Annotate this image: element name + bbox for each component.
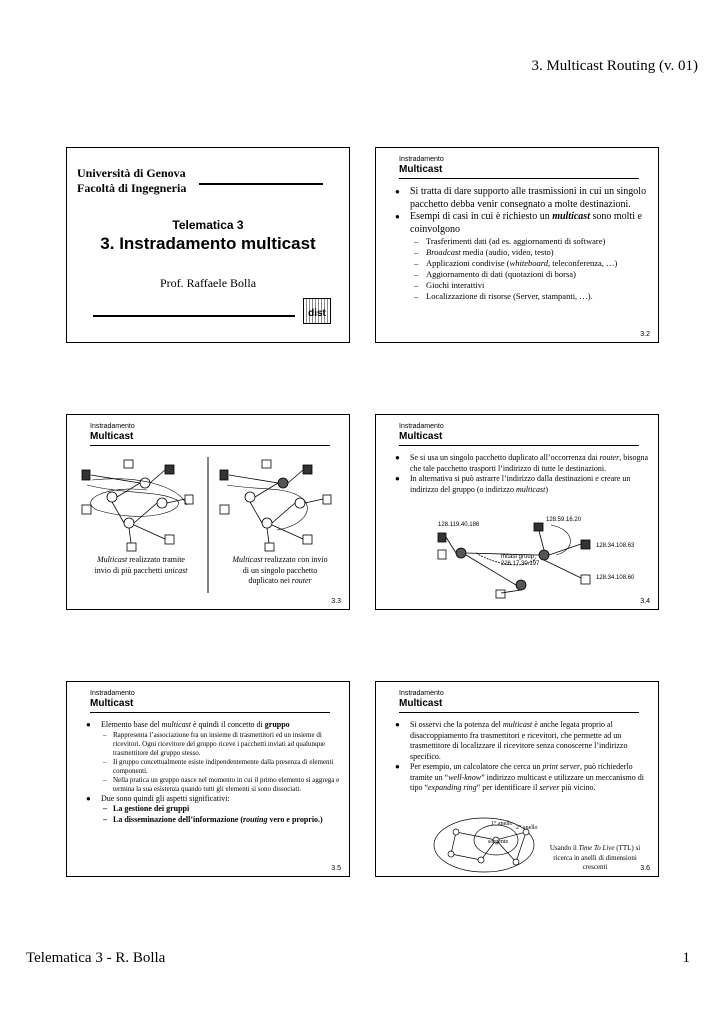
- caption-unicast: Multicast realizzato tramite invio di più pacchetti unicast: [94, 555, 188, 575]
- list-item: – Giochi interattivi: [394, 280, 652, 291]
- group-address: 226.17.30.197: [501, 561, 540, 567]
- slide-section: Instradamento: [90, 690, 135, 697]
- divider: [199, 183, 323, 185]
- slide-3-5: [66, 681, 350, 877]
- slide-heading: Multicast: [399, 164, 443, 175]
- university: Università di Genova: [77, 166, 186, 180]
- ip-label: 128.119.40.186: [438, 522, 480, 528]
- list-item: – Broadcast media (audio, video, testo): [394, 247, 652, 258]
- bullet-list: [85, 720, 343, 825]
- page-number: 1: [682, 950, 690, 966]
- bullet-list: [394, 186, 652, 302]
- list-item: – La disseminazione dell’informazione (routing vero e proprio.): [85, 815, 343, 826]
- ring-caption: Usando il Time To Live (TTL) si ricerca in anelli di dimensioni crescenti: [549, 844, 641, 871]
- footer-course: Telematica 3 - R. Bolla: [26, 950, 166, 966]
- list-item: ● In alternativa si può astrarre l’indirizzo dalla destinazioni e creare un indirizzo del gruppo (o indirizzo multicast): [394, 474, 652, 495]
- slide-number: 3.2: [640, 331, 650, 338]
- list-item: – Aggiornamento di dati (quotazioni di borsa): [394, 269, 652, 280]
- list-item: – Trasferimenti dati (ad es. aggiornamenti di software): [394, 236, 652, 247]
- caption-multicast: Multicast realizzato con invio di un singolo pacchetto duplicato nei router: [232, 555, 328, 585]
- slide-3-6: [375, 681, 659, 877]
- group-label: mcast group: [501, 554, 535, 560]
- affiliation: [77, 166, 186, 196]
- slide-heading: Multicast: [399, 431, 443, 442]
- ip-label: 128.34.108.60: [596, 575, 635, 581]
- slide-section: Instradamento: [399, 423, 444, 430]
- ip-label: 128.34.108.63: [596, 543, 635, 549]
- heading-rule: [90, 712, 330, 713]
- divider: [93, 315, 295, 317]
- faculty: Facoltà di Ingegneria: [77, 181, 187, 195]
- slide-section: Instradamento: [399, 156, 444, 163]
- slide-3-3: [66, 414, 350, 610]
- list-item: ● Due sono quindi gli aspetti significativi:: [85, 794, 343, 805]
- course-name: Telematica 3: [172, 218, 244, 232]
- slide-3-4: [375, 414, 659, 610]
- list-item: – Localizzazione di risorse (Server, stampanti, …).: [394, 291, 652, 302]
- heading-rule: [399, 178, 639, 179]
- slide-heading: Multicast: [90, 431, 134, 442]
- list-item: – Applicazioni condivise (whiteboard, teleconferenza, …): [394, 258, 652, 269]
- slide-number: 3.6: [640, 865, 650, 872]
- multicast-network: [220, 460, 331, 551]
- list-item: – Il gruppo concettualmente esiste indipendentemente dalla presenza di elementi componenti.: [85, 758, 343, 776]
- source-label: sorgente: [488, 839, 509, 845]
- slide-number: 3.5: [331, 865, 341, 872]
- slide-title: [66, 147, 350, 343]
- list-item: – Nella pratica un gruppo nasce nel momento in cui il primo elemento si aggrega e termina la sua esistenza quando tutti gli elementi si sono dissociati.: [85, 776, 343, 794]
- slide-number: 3.4: [640, 598, 650, 605]
- list-item: ● Si osservi che la potenza del multicast è anche legata proprio al disaccoppiamento fra trasmettitori e ricevitori, che permette ad un trasmettitore di localizzare il ricevitore senza conoscerne l’indirizzo specifico.: [394, 720, 652, 762]
- list-item: ● Elemento base del multicast è quindi il concetto di gruppo: [85, 720, 343, 731]
- slide-heading: Multicast: [90, 698, 134, 709]
- list-item: ● Si tratta di dare supporto alle trasmissioni in cui un singolo pacchetto debba venir consegnato a molte destinazioni.: [394, 186, 652, 211]
- list-item: ● Per esempio, un calcolatore che cerca un print server, può richiederlo tramite un “well-know” indirizzo multicast e utilizzare un meccanismo di tipo “expanding ring” per identificare il server più vicino.: [394, 762, 652, 794]
- slide-section: Instradamento: [399, 690, 444, 697]
- list-item: ● Esempi di casi in cui è richiesto un multicast sono molti e coinvolgono: [394, 211, 652, 236]
- slide-heading: Multicast: [399, 698, 443, 709]
- presentation-title: 3. Instradamento multicast: [100, 234, 316, 253]
- ring-label: 1° anello: [491, 821, 513, 827]
- slide-number: 3.3: [331, 598, 341, 605]
- list-item: ● Se si usa un singolo pacchetto duplicato all’occorrenza dai router, bisogna che tale pacchetto trasporti l’indirizzo di tutte le destinazioni.: [394, 453, 652, 474]
- list-item: – Rappresenta l’associazione fra un insieme di trasmettitori ed un insieme di ricevitori. Ogni ricevitore del gruppo riceve i pacchetti inviati ad qualunque trasmettitore del gruppo stesso.: [85, 731, 343, 758]
- dist-logo: dist: [303, 298, 331, 324]
- slide-3-2: [375, 147, 659, 343]
- unicast-network: [82, 460, 193, 551]
- list-item: – La gestione dei gruppi: [85, 804, 343, 815]
- author: Prof. Raffaele Bolla: [159, 276, 257, 290]
- ring-label: 2° anello: [516, 825, 538, 831]
- slide-section: Instradamento: [90, 423, 135, 430]
- document-header: 3. Multicast Routing (v. 01): [531, 58, 698, 74]
- ip-label: 128.59.16.20: [546, 517, 582, 523]
